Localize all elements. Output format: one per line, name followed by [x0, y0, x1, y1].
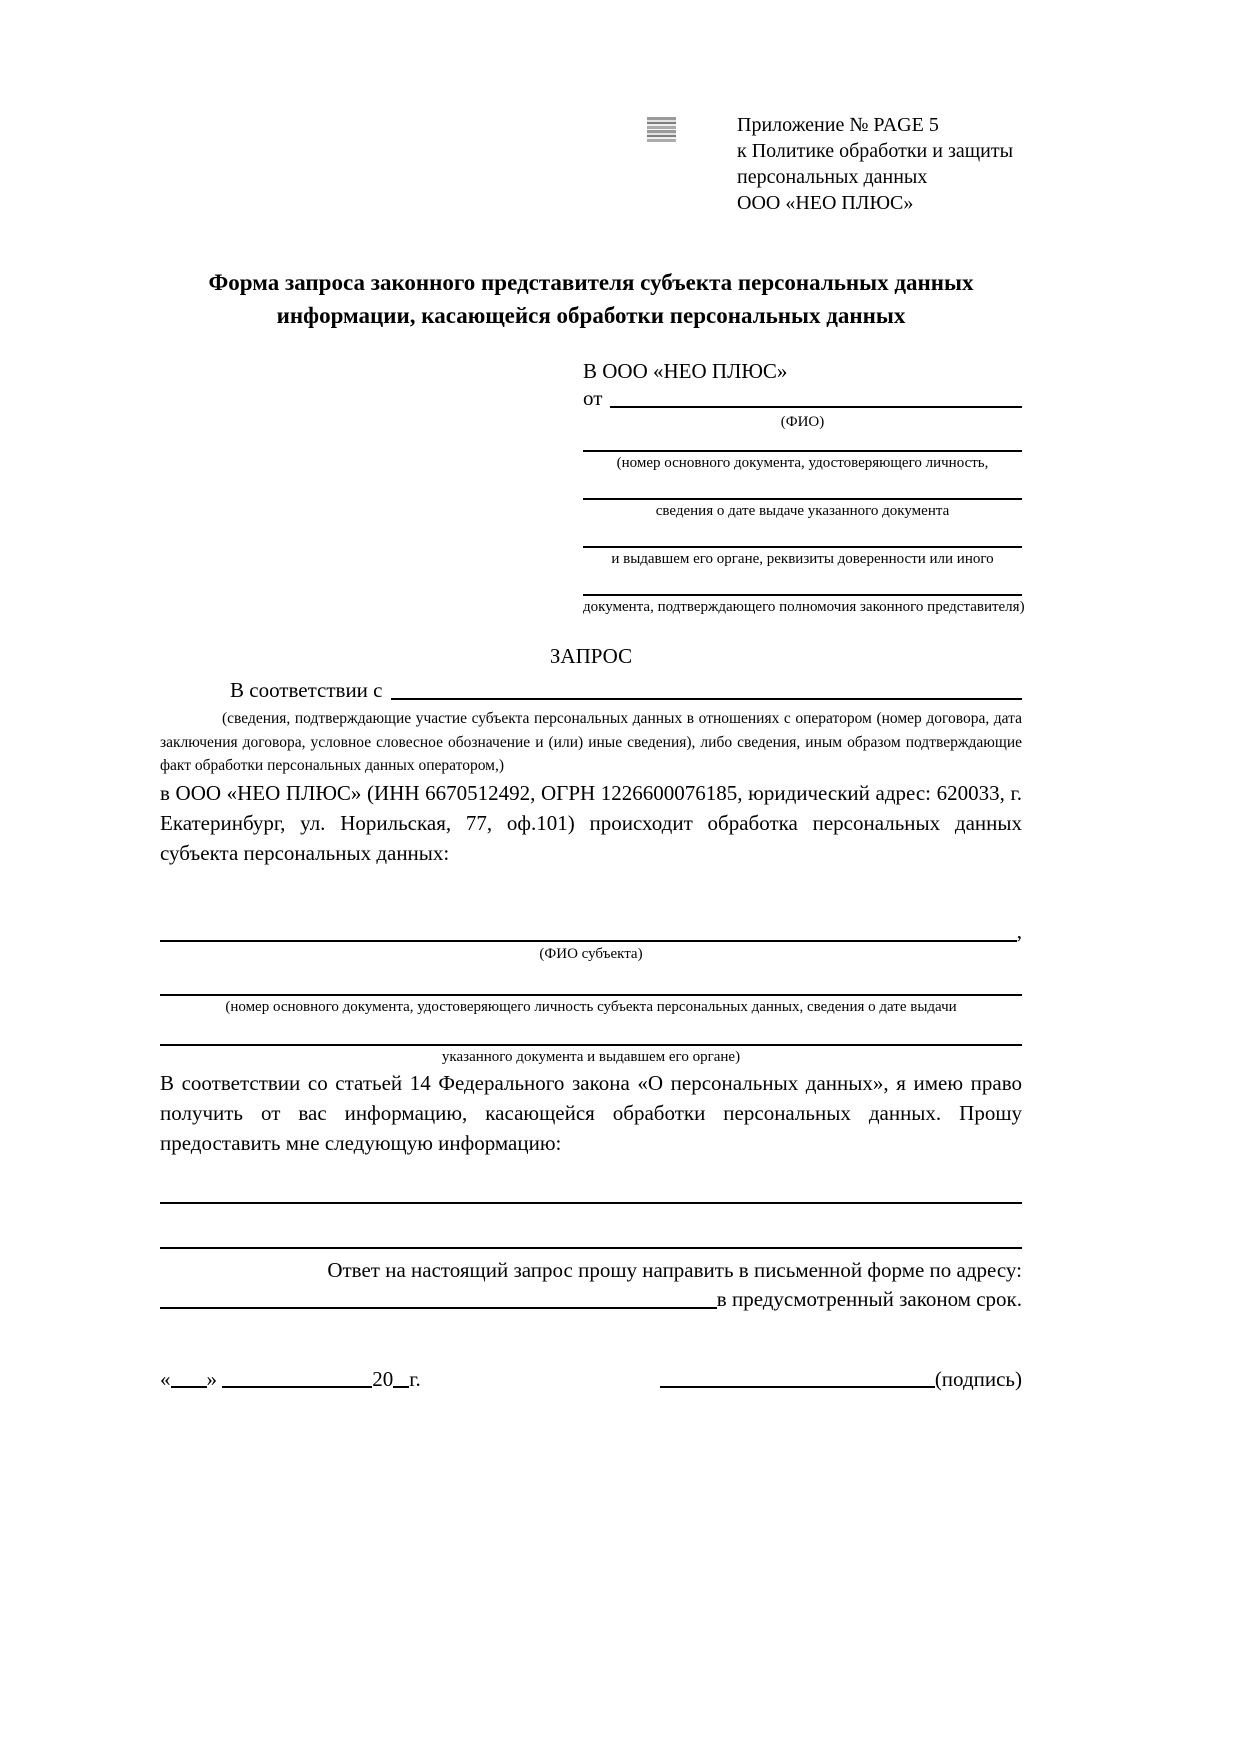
issue-date-caption: сведения о дате выдаче указанного документа [655, 503, 950, 519]
reply-address-blank-line[interactable] [160, 1285, 717, 1309]
embedded-image-artifact [647, 117, 676, 142]
subject-fio-blank-line[interactable] [160, 918, 1017, 942]
fio-blank-line[interactable] [610, 384, 1022, 408]
issuing-authority-blank-line[interactable] [583, 522, 1022, 548]
issuing-authority-caption: и выдавшем его органе, реквизиты доверенности или иного [611, 551, 994, 567]
operator-paragraph: в ООО «НЕО ПЛЮС» (ИНН 6670512492, ОГРН 1226600076185, юридический адрес: 620033, г. Екатеринбург, ул. Норильская, 77, оф.101) происходит обработка персональных данных субъекта персональных данных: [160, 780, 1022, 865]
day-blank-line[interactable] [171, 1368, 207, 1388]
signature-part [660, 1365, 1022, 1393]
subject-authority-caption: указанного документа и выдавшем его органе) [441, 1048, 741, 1065]
reply-request-line: Ответ на настоящий запрос прошу направить в письменной форме по адресу: [327, 1257, 1022, 1282]
subject-fio-caption: (ФИО субъекта) [539, 945, 643, 962]
document-title: Форма запроса законного представителя субъекта персональных данных информации, касающейся обработки персональных данных [208, 270, 974, 328]
reply-address-row [160, 1285, 1022, 1313]
signature-caption: (подпись) [934, 1366, 1022, 1391]
fio-caption: (ФИО) [780, 414, 825, 430]
month-blank-line[interactable] [222, 1368, 372, 1388]
organization-name: ООО «НЕО ПЛЮС» [737, 192, 914, 214]
appendix-header [737, 0, 1022, 216]
appendix-number-line: Приложение № PAGE 5 [737, 114, 939, 136]
authority-document-caption: документа, подтверждающего полномочия законного представителя) [583, 599, 1025, 615]
quote-close: » [206, 1366, 217, 1391]
lead-in-row [160, 676, 1022, 704]
request-heading: ЗАПРОС [549, 644, 633, 668]
authority-document-blank-line[interactable] [583, 570, 1022, 596]
subject-trailing-comma: , [1016, 918, 1022, 943]
from-label: от [583, 386, 603, 410]
year-suffix: г. [409, 1366, 421, 1391]
document-number-blank-line[interactable] [583, 432, 1022, 452]
reply-tail-text: в предусмотренный законом срок. [716, 1286, 1022, 1311]
subject-authority-blank-line[interactable] [160, 1018, 1022, 1046]
policy-line-1: к Политике обработки и защиты [737, 140, 1014, 162]
policy-line-2: персональных данных [737, 166, 928, 188]
date-signature-row [160, 1365, 1022, 1393]
issue-date-blank-line[interactable] [583, 474, 1022, 500]
basis-fine-print: (сведения, подтверждающие участие субъекта персональных данных в отношениях с оператором (номер договора, дата заключения договора, условное словесное обозначение и (или) иные сведения), либо сведения, иным образом подтверждающие факт обработки персональных данных оператором,) [160, 710, 1022, 774]
subject-fio-row [160, 918, 1022, 944]
law-paragraph: В соответствии со статьей 14 Федерального закона «О персональных данных», я имею право получить от вас информацию, касающейся обработки персональных данных. Прошу предоставить мне следующую информацию: [160, 1070, 1022, 1155]
from-row [583, 384, 1022, 412]
lead-in-label: В соответствии с [230, 678, 383, 702]
basis-blank-line[interactable] [391, 676, 1023, 700]
document-number-caption: (номер основного документа, удостоверяющего личность, [616, 455, 989, 471]
information-blank-line-2[interactable] [160, 1221, 1022, 1249]
date-part [160, 1365, 421, 1393]
recipient-to-line: В ООО «НЕО ПЛЮС» [583, 359, 788, 383]
year-blank-line[interactable] [393, 1368, 409, 1388]
subject-document-caption: (номер основного документа, удостоверяющего личность субъекта персональных данных, сведения о дате выдачи [225, 998, 957, 1015]
year-prefix: 20 [372, 1366, 394, 1391]
quote-open: « [160, 1366, 171, 1391]
recipient-block [583, 358, 1025, 618]
information-blank-line-1[interactable] [160, 1176, 1022, 1204]
signature-blank-line[interactable] [660, 1368, 935, 1388]
subject-document-blank-line[interactable] [160, 968, 1022, 996]
